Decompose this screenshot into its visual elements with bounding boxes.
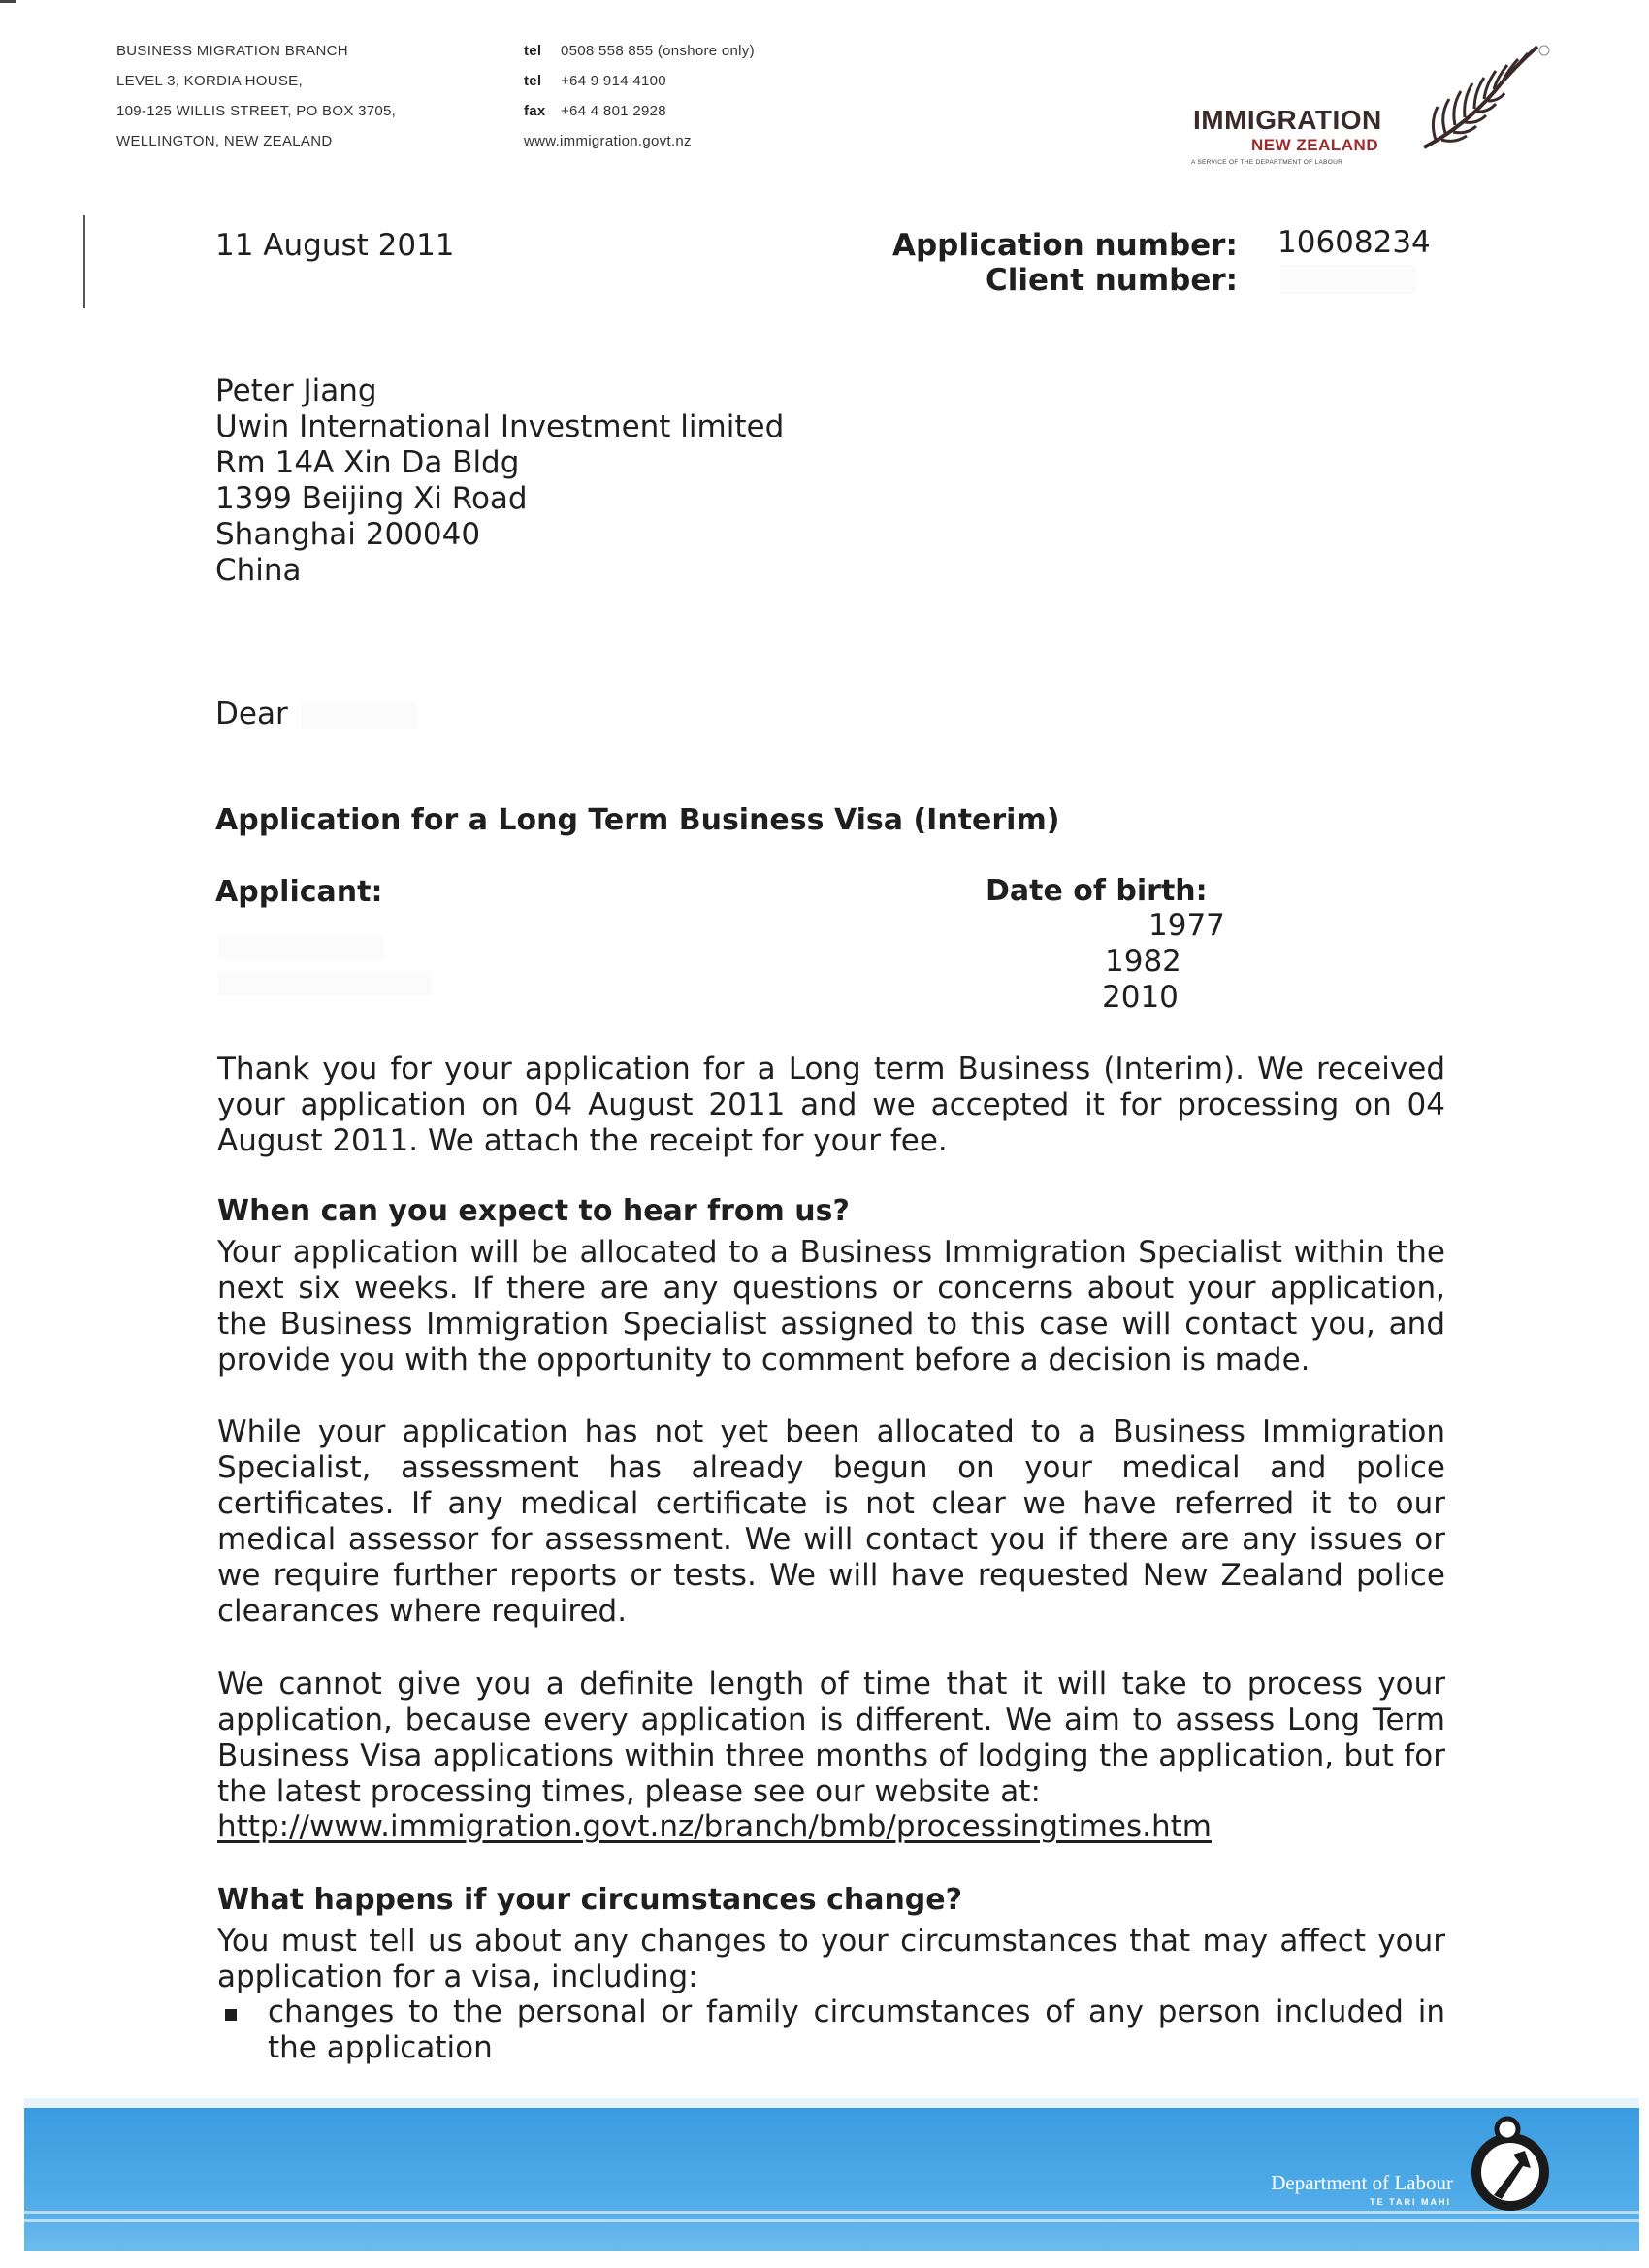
recipient-line: Uwin International Investment limited: [215, 409, 785, 444]
scan-mark: [0, 0, 16, 3]
subject-heading: Application for a Long Term Business Visa (Interim): [215, 803, 1060, 837]
applicant-name: [218, 936, 383, 959]
application-number-label: Application number:: [892, 228, 1238, 263]
contact-label: fax: [524, 103, 546, 119]
silver-fern-icon: [1416, 39, 1552, 155]
contact-value: +64 4 801 2928: [561, 103, 666, 119]
contact-row: [524, 36, 755, 66]
contact-label: tel: [524, 73, 542, 89]
contact-row: [524, 66, 755, 96]
address-line: 109-125 WILLIS STREET, PO BOX 3705,: [116, 103, 397, 119]
client-number-value: [1280, 265, 1416, 294]
list-item: changes to the personal or family circumstances of any person included in the application: [268, 1994, 1445, 2065]
dob-value: 1977: [1148, 908, 1225, 943]
letter-date: 11 August 2011: [215, 228, 455, 263]
address-line: BUSINESS MIGRATION BRANCH: [116, 43, 348, 59]
dob-value: 1982: [1105, 944, 1181, 979]
logo-tagline: A SERVICE OF THE DEPARTMENT OF LABOUR: [1191, 159, 1343, 166]
contact-value: +64 9 914 4100: [561, 73, 666, 89]
recipient-line: Rm 14A Xin Da Bldg: [215, 445, 520, 480]
processing-times-link[interactable]: http://www.immigration.govt.nz/branch/bmb/processingtimes.htm: [217, 1809, 1212, 1844]
salutation: Dear: [215, 697, 288, 731]
immigration-logo: [1183, 39, 1552, 175]
contact-row: [524, 96, 755, 126]
section-heading: What happens if your circumstances change?: [217, 1883, 963, 1917]
letterhead-address: [116, 36, 396, 156]
salutation-name: [301, 702, 417, 729]
department-name: Department of Labour: [1271, 2171, 1453, 2194]
letterhead-contacts: [524, 36, 755, 156]
paragraph: While your application has not yet been allocated to a Business Immigration Specialist, assessment has already begun on your medical and police certificates. If any medical certificate is not clear we have referred it to our medical assessor for assessment. We will contact you if there are any issues or we require further reports or tests. We will have requested New Zealand police clearances where required.: [217, 1414, 1445, 1629]
application-number-value: 10608234: [1277, 225, 1431, 260]
paragraph: You must tell us about any changes to your circumstances that may affect your application for a visa, including:: [217, 1924, 1445, 1994]
dob-value: 2010: [1102, 980, 1179, 1015]
contact-row: [524, 126, 755, 156]
website-link[interactable]: www.immigration.govt.nz: [524, 133, 692, 149]
recipient-line: Peter Jiang: [215, 373, 377, 408]
applicant-label: Applicant:: [215, 875, 383, 909]
logo-title: IMMIGRATION: [1193, 105, 1382, 135]
paragraph: We cannot give you a definite length of time that it will take to process your application, because every application is different. We aim to assess Long Term Business Visa applications within three months of lodging the application, but for the latest processing times, please see our website at:: [217, 1667, 1445, 1809]
dob-label: Date of birth:: [986, 874, 1208, 908]
address-line: WELLINGTON, NEW ZEALAND: [116, 133, 333, 149]
intro-paragraph: Thank you for your application for a Long term Business (Interim). We received your application on 04 August 2011 and we accepted it for processing on 04 August 2011. We attach the receipt for your fee.: [217, 1052, 1445, 1158]
department-of-labour-logo-icon: [1467, 2112, 1554, 2217]
contact-value: 0508 558 855 (onshore only): [561, 43, 755, 59]
client-number-label: Client number:: [986, 263, 1239, 298]
footer-bar: [24, 2098, 1639, 2251]
recipient-address: [215, 373, 784, 589]
department-maori-name: TE TARI MAHI: [1370, 2197, 1451, 2207]
contact-label: tel: [524, 43, 542, 59]
scan-mark: [83, 215, 85, 308]
paragraph: Your application will be allocated to a Business Immigration Specialist within the next six weeks. If there are any questions or concerns about your application, the Business Immigration Specialist assigned to this case will contact you, and provide you with the opportunity to comment before a decision is made.: [217, 1235, 1445, 1377]
logo-subtitle: NEW ZEALAND: [1251, 136, 1379, 154]
recipient-line: 1399 Beijing Xi Road: [215, 481, 528, 516]
applicant-name: [218, 972, 432, 995]
bullet-icon: [225, 2009, 237, 2021]
recipient-line: Shanghai 200040: [215, 517, 481, 552]
address-line: LEVEL 3, KORDIA HOUSE,: [116, 73, 303, 89]
recipient-line: China: [215, 553, 302, 588]
section-heading: When can you expect to hear from us?: [217, 1194, 850, 1228]
